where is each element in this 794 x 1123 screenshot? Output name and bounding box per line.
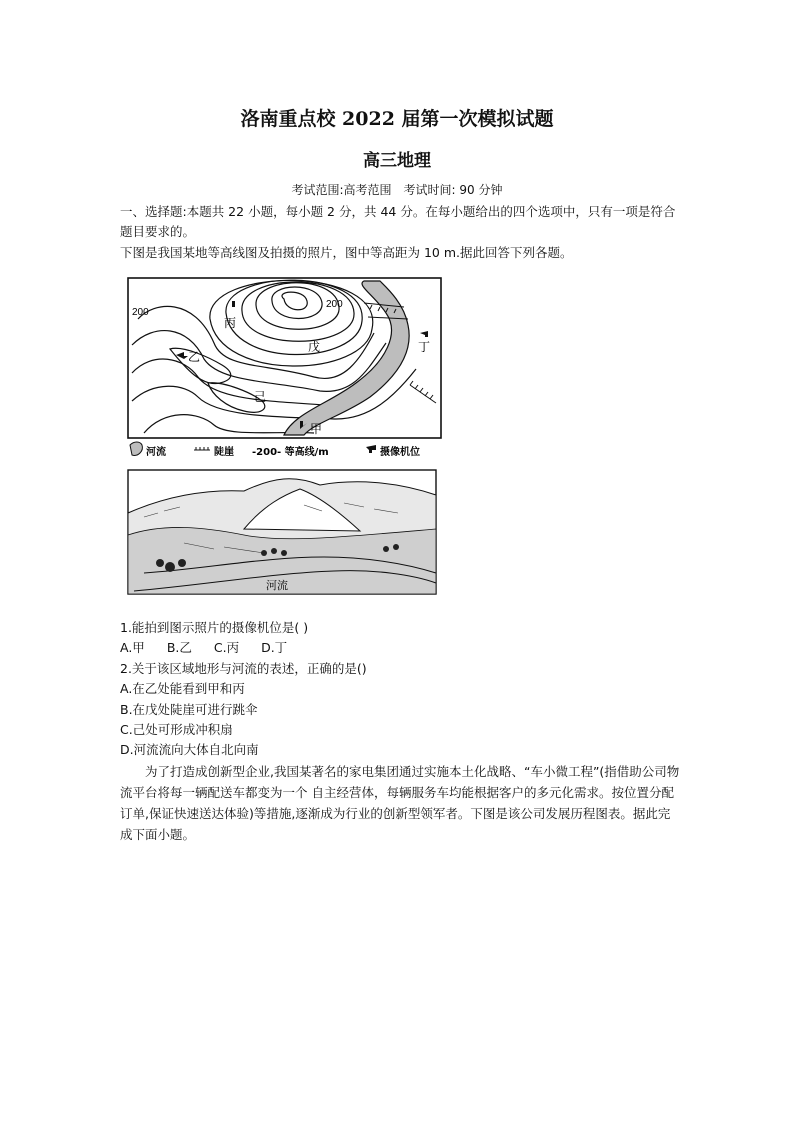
option-d[interactable]: D.河流流向大体自北向南 [120,742,259,758]
exam-subtitle: 高三地理 [363,151,431,171]
option-b[interactable]: B.乙 [166,640,192,656]
legend-contour: -200- 等高线/m [252,447,329,458]
point-wu: 戊 [308,340,321,354]
map-legend [130,442,420,458]
camera-legend-icon [366,445,376,453]
question-stem: 2.关于该区域地形与河流的表述，正确的是() [120,660,367,676]
exam-meta: 考试范围:高考范围 考试时间: 90 分钟 [291,183,503,197]
point-yi: 乙 [188,350,201,364]
point-ji: 己 [254,390,267,404]
question-options [120,638,680,658]
legend-river: 河流 [146,447,166,458]
option-c[interactable]: C.丙 [213,640,240,656]
cliff-legend-icon [194,447,210,450]
option-a[interactable]: A.在乙处能看到甲和丙 [120,681,245,697]
question-1 [120,618,680,659]
point-bing: 丙 [224,316,237,330]
option-a[interactable]: A.甲 [120,640,145,656]
photo-river-label: 河流 [266,579,288,592]
contour-map [128,278,441,438]
contour-map-figure [124,273,444,603]
legend-cliff: 陡崖 [214,447,234,458]
option-b[interactable]: B.在戊处陡崖可进行跳伞 [120,701,258,717]
river-legend-icon [130,442,142,455]
exam-title: 洛南重点校 2022 届第一次模拟试题 [240,108,554,130]
legend-camera: 摄像机位 [380,447,420,458]
map-intro: 下图是我国某地等高线图及拍摄的照片，图中等高距为 10 m.据此回答下列各题。 [120,245,573,260]
contour-label-200-left: 200 [132,307,149,318]
option-d[interactable]: D.丁 [261,640,288,656]
question-2 [120,659,680,761]
point-jia: 甲 [310,422,323,436]
question-stem: 1.能拍到图示照片的摄像机位是( ) [120,620,309,635]
option-c[interactable]: C.己处可形成冲积扇 [120,722,233,738]
section-intro: 一、选择题:本题共 22 小题，每小题 2 分，共 44 分。在每小题给出的四个选项中，只有一项是符合题目要求的。 [120,204,676,239]
question-list [120,618,680,761]
point-ding: 丁 [418,340,431,354]
landscape-photo [128,470,436,594]
passage-paragraph: 为了打造成创新型企业,我国某著名的家电集团通过实施本土化战略、“车小微工程”(指借助公司物流平台将每一辆配送车都变为一个 自主经营体，每辆服务车均能根据客户的多元化需求。按位置分配订单,保证快速送达体验)等措施,逐渐成为行业的创新型领军者。下图是该公司发展历程图表。据此完成下面小题。 [120,764,680,842]
contour-label-200-right: 200 [326,299,343,310]
